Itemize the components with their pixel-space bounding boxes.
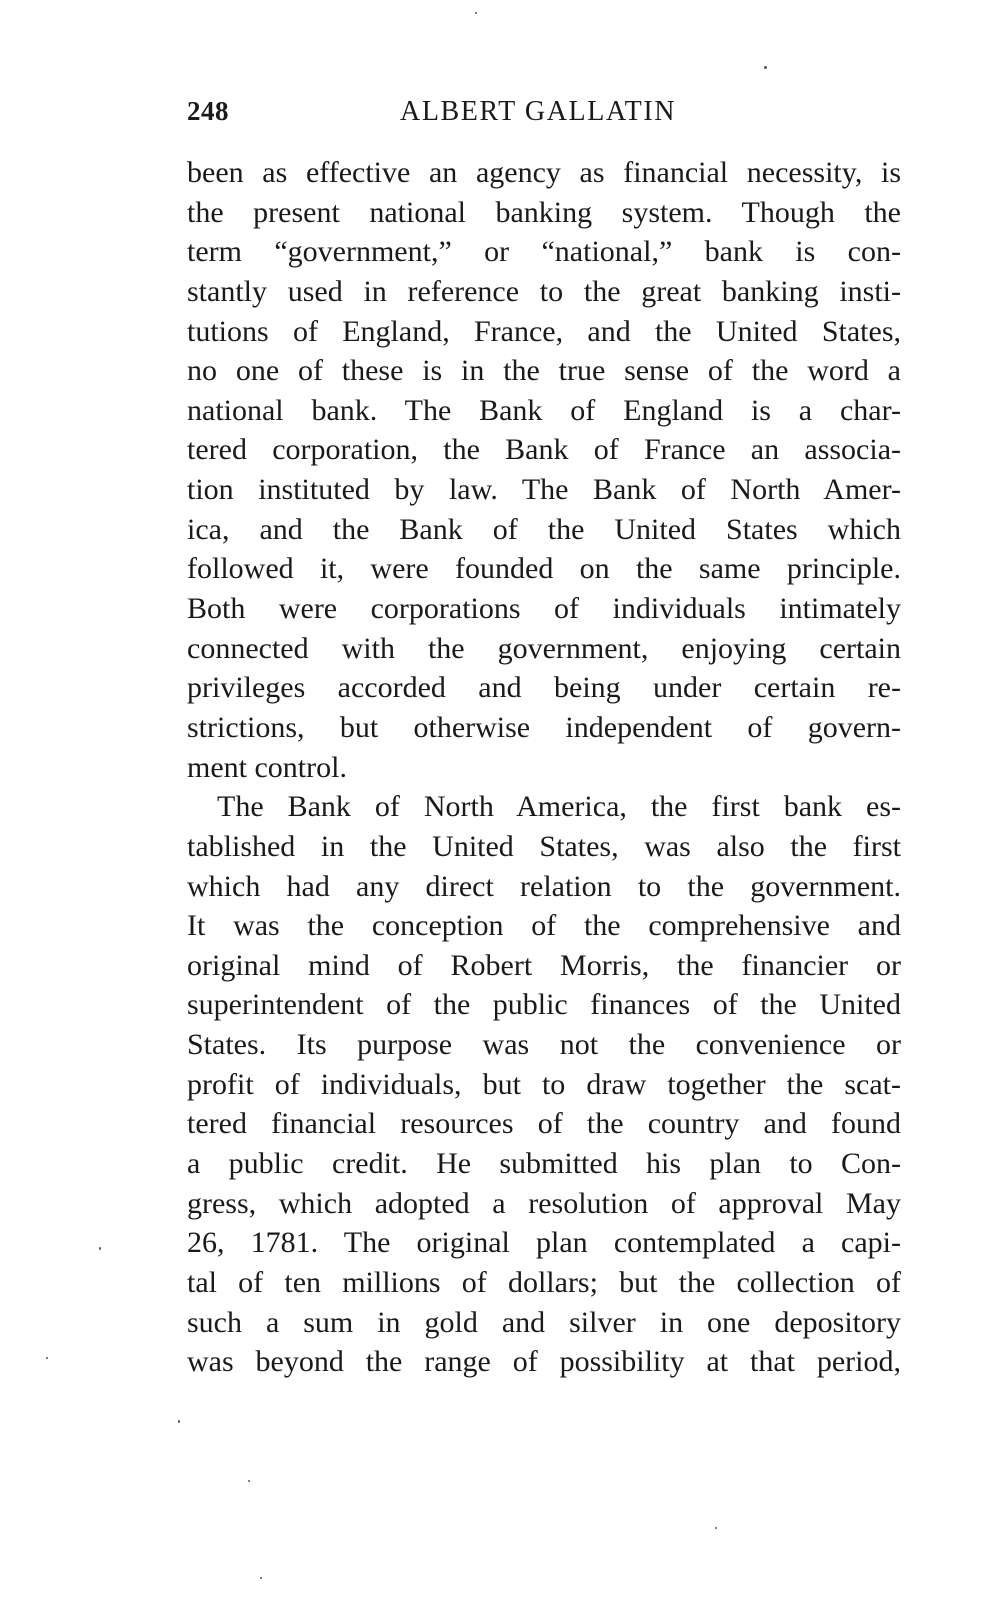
text-line: original mind of Robert Morris, the financier or <box>187 948 901 982</box>
text-line: tered corporation, the Bank of France an associa- <box>187 433 901 467</box>
text-line: superintendent of the public finances of the United <box>187 988 901 1022</box>
text-line: tal of ten millions of dollars; but the collection of <box>187 1265 901 1299</box>
running-title: ALBERT GALLATIN <box>400 96 677 127</box>
text-line: tered financial resources of the country and found <box>187 1107 901 1141</box>
text-line: States. Its purpose was not the convenience or <box>187 1028 901 1062</box>
text-line: gress, which adopted a resolution of approval May <box>187 1186 901 1220</box>
text-line: tutions of England, France, and the United States, <box>187 314 901 348</box>
text-line: which had any direct relation to the government. <box>187 869 901 903</box>
text-line: Both were corporations of individuals intimately <box>187 592 901 626</box>
text-line: It was the conception of the comprehensive and <box>187 909 901 943</box>
text-line: strictions, but otherwise independent of govern- <box>187 710 901 744</box>
text-line: privileges accorded and being under certain re- <box>187 671 901 705</box>
body-text <box>187 153 901 1382</box>
text-line: the present national banking system. Though the <box>187 195 901 229</box>
text-line: such a sum in gold and silver in one depository <box>187 1305 901 1339</box>
text-line: been as effective an agency as financial necessity, is <box>187 156 901 189</box>
text-line: followed it, were founded on the same principle. <box>187 552 901 586</box>
text-line: tablished in the United States, was also the first <box>187 829 901 863</box>
scan-speck <box>46 1357 48 1359</box>
paragraph-2 <box>187 787 901 1382</box>
paragraph-1 <box>187 153 901 787</box>
scan-speck <box>260 1577 262 1579</box>
text-line: ica, and the Bank of the United States which <box>187 512 901 546</box>
text-line: a public credit. He submitted his plan to Con- <box>187 1147 901 1181</box>
text-line: The Bank of North America, the first bank es- <box>217 790 901 824</box>
text-line: national bank. The Bank of England is a char- <box>187 393 901 427</box>
text-line: term “government,” or “national,” bank is con- <box>187 235 901 269</box>
scan-speck <box>715 1527 717 1529</box>
text-line: 26, 1781. The original plan contemplated a capi- <box>187 1226 901 1260</box>
scan-speck <box>764 66 767 69</box>
page-number: 248 <box>187 96 229 126</box>
text-line: tion instituted by law. The Bank of North Amer- <box>187 473 901 507</box>
scan-speck <box>475 12 477 14</box>
text-line: stantly used in reference to the great banking insti- <box>187 274 901 308</box>
text-line: no one of these is in the true sense of the word a <box>187 354 901 388</box>
scan-speck <box>178 1420 180 1423</box>
text-line: was beyond the range of possibility at that period, <box>187 1345 901 1379</box>
running-head <box>187 96 901 136</box>
text-line: ment control. <box>187 750 347 784</box>
text-line: profit of individuals, but to draw together the scat- <box>187 1067 901 1101</box>
scan-speck <box>248 1480 250 1482</box>
scan-speck <box>99 1247 101 1250</box>
text-line: connected with the government, enjoying certain <box>187 631 901 665</box>
